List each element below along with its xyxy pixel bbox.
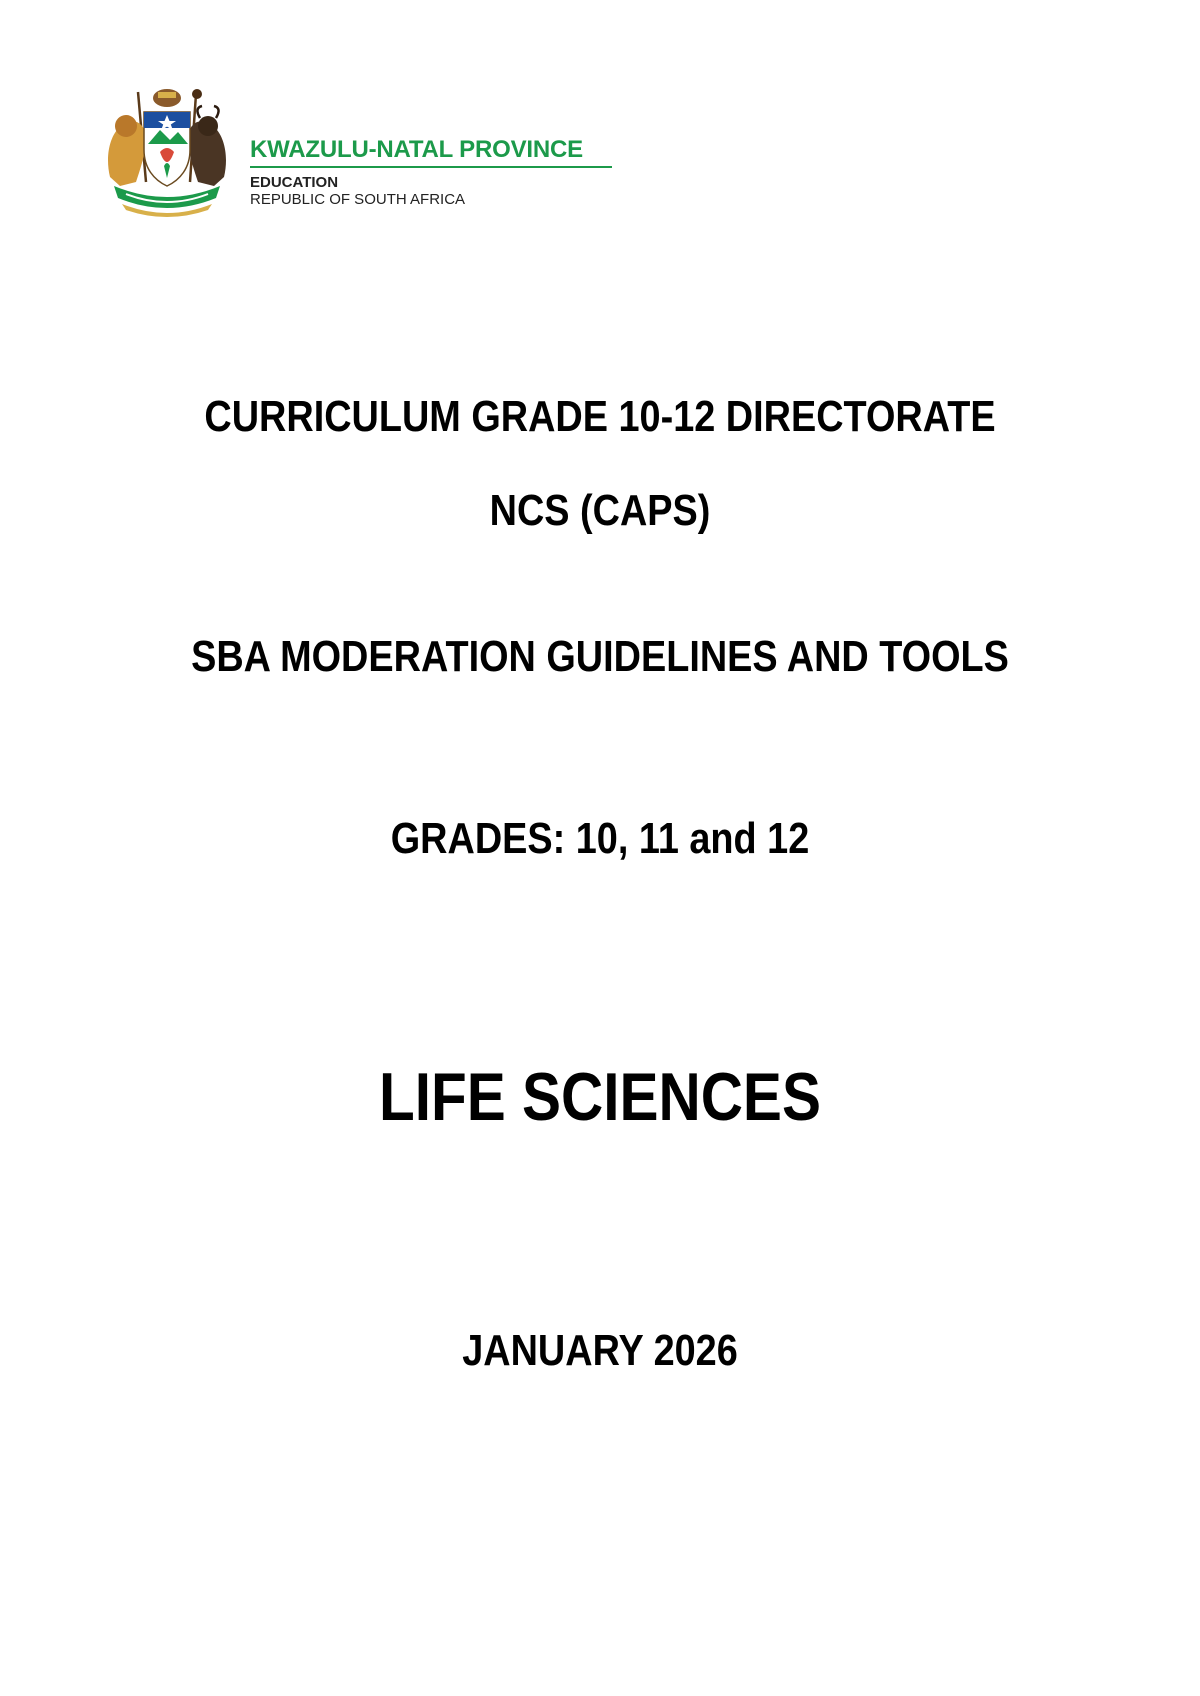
directorate-title: CURRICULUM GRADE 10-12 DIRECTORATE: [204, 392, 996, 441]
organisation-block: [250, 136, 640, 208]
subject-title: LIFE SCIENCES: [379, 1059, 821, 1135]
country-name: REPUBLIC OF SOUTH AFRICA: [250, 191, 466, 208]
grades-title: GRADES: 10, 11 and 12: [390, 814, 810, 863]
department-name: EDUCATION: [250, 174, 339, 191]
header-logo: [100, 82, 640, 222]
kzn-coat-of-arms-icon: [100, 82, 235, 220]
document-type-title: SBA MODERATION GUIDELINES AND TOOLS: [191, 632, 1009, 681]
curriculum-title: NCS (CAPS): [489, 486, 711, 535]
document-date: JANUARY 2026: [462, 1326, 738, 1375]
province-divider: [250, 166, 612, 168]
province-name: KWAZULU-NATAL PROVINCE: [250, 136, 583, 163]
